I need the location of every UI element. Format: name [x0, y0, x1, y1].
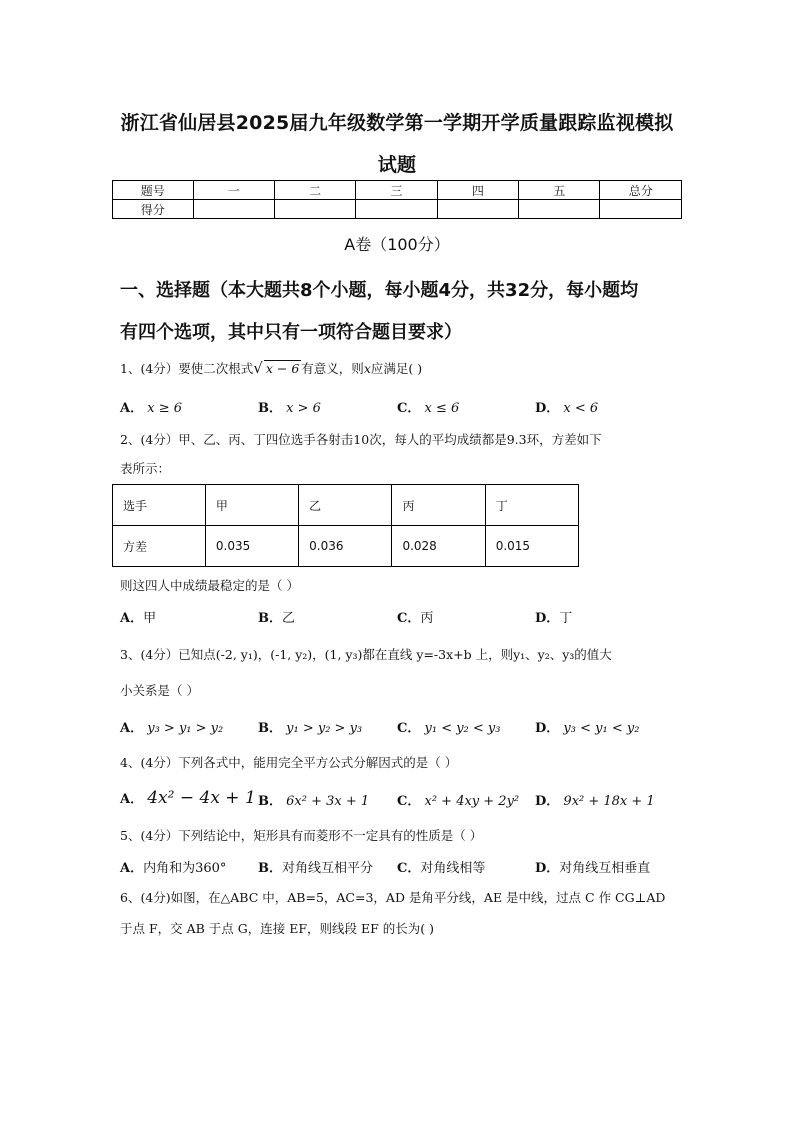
- question-2-stem-line2: 表所示：: [120, 461, 171, 476]
- option-text: 9x² + 18x + 1: [563, 794, 655, 809]
- option-text: 对角线相等: [420, 861, 486, 876]
- q1-option-a: [120, 397, 182, 416]
- q5-option-d: [535, 857, 650, 876]
- question-4-stem: 4、(4分）下列各式中，能用完全平方公式分解因式的是（ ）: [120, 755, 458, 770]
- option-label: C．: [397, 401, 421, 416]
- variance-cell: 方差: [113, 526, 206, 567]
- q1-option-b: [258, 397, 321, 416]
- score-cell: [519, 200, 600, 219]
- option-label: B．: [258, 721, 282, 736]
- q1-text-post: 应满足( ): [370, 361, 423, 376]
- option-text: 4x² − 4x + 1: [147, 788, 256, 808]
- variance-cell: 甲: [205, 485, 298, 526]
- section-heading-line2: 有四个选项，其中只有一项符合题目要求）: [120, 322, 462, 343]
- option-label: A．: [120, 611, 144, 626]
- score-header-cell: 三: [356, 181, 437, 200]
- variance-cell: 0.015: [485, 526, 578, 567]
- score-table-score-row: [113, 200, 682, 219]
- option-label: A．: [120, 861, 144, 876]
- option-text: x ≥ 6: [147, 401, 182, 416]
- volume-label: A卷（100分）: [344, 235, 450, 254]
- q5-option-c: [397, 857, 485, 876]
- q2-option-d: [535, 607, 572, 626]
- option-text: y₁ < y₂ < y₃: [424, 721, 501, 736]
- question-3-stem-line1: 3、(4分）已知点(-2, y₁)，(-1, y₂)，(1, y₃)都在直线 y=-3x+b 上，则y₁、y₂、y₃的值大: [120, 647, 612, 662]
- option-text: 内角和为360°: [143, 861, 227, 876]
- radical-sign-icon: √: [253, 359, 263, 377]
- variance-cell: 0.036: [299, 526, 392, 567]
- question-3-stem-line2: 小关系是（ ）: [120, 683, 199, 698]
- section-heading-line1: 一、选择题（本大题共8个小题，每小题4分，共32分，每小题均: [120, 280, 639, 301]
- q1-text-mid: 有意义，则: [301, 361, 364, 376]
- option-label: B．: [258, 401, 282, 416]
- option-text: 丙: [420, 611, 434, 626]
- variance-table: [112, 484, 579, 567]
- option-text: 丁: [559, 611, 573, 626]
- option-label: D．: [535, 794, 560, 809]
- option-text: 乙: [282, 611, 296, 626]
- variance-cell: 0.035: [205, 526, 298, 567]
- q3-option-a: [120, 717, 223, 736]
- option-label: D．: [535, 611, 560, 626]
- q1-text-pre: 1、(4分）要使二次根式: [120, 361, 254, 376]
- score-cell: [437, 200, 518, 219]
- score-table: [112, 180, 682, 219]
- option-text: x ≤ 6: [424, 401, 460, 416]
- question-6-stem-line1: 6、(4分)如图，在△ABC 中，AB=5，AC=3，AD 是角平分线，AE 是中线，过点 C 作 CG⊥AD: [120, 890, 666, 905]
- score-row-label: 得分: [113, 200, 194, 219]
- score-cell: [274, 200, 355, 219]
- page-title-line1: 浙江省仙居县2025届九年级数学第一学期开学质量跟踪监视模拟: [120, 112, 674, 134]
- q1-option-d: [535, 397, 598, 416]
- variance-cell: 0.028: [392, 526, 485, 567]
- option-label: D．: [535, 721, 560, 736]
- option-label: C．: [397, 861, 421, 876]
- score-cell: [193, 200, 274, 219]
- option-text: y₁ > y₂ > y₃: [286, 721, 363, 736]
- option-text: 6x² + 3x + 1: [286, 794, 370, 809]
- variance-table-row: [113, 485, 579, 526]
- option-label: D．: [535, 401, 560, 416]
- score-header-cell: 二: [274, 181, 355, 200]
- q3-option-d: [535, 717, 639, 736]
- question-2-stem-line1: 2、(4分）甲、乙、丙、丁四位选手各射击10次，每人的平均成绩都是9.3环，方差如下: [120, 432, 602, 447]
- variance-cell: 丁: [485, 485, 578, 526]
- option-text: 对角线互相垂直: [559, 861, 651, 876]
- option-text: y₃ > y₁ > y₂: [147, 721, 224, 736]
- q2-option-c: [397, 607, 433, 626]
- question-2-prompt: 则这四人中成绩最稳定的是（ ）: [120, 578, 299, 593]
- option-text: x² + 4xy + 2y²: [424, 794, 520, 809]
- score-header-cell: 四: [437, 181, 518, 200]
- variance-cell: 乙: [299, 485, 392, 526]
- q5-option-b: [258, 857, 373, 876]
- option-text: x < 6: [563, 401, 599, 416]
- q4-option-b: [258, 790, 369, 809]
- question-5-stem: 5、(4分）下列结论中，矩形具有而菱形不一定具有的性质是（ ）: [120, 828, 483, 843]
- option-label: C．: [397, 611, 421, 626]
- option-label: A．: [120, 721, 144, 736]
- option-text: 对角线互相平分: [282, 861, 374, 876]
- page-title-line2: 试题: [377, 154, 417, 176]
- q4-option-c: [397, 790, 519, 809]
- option-label: D．: [535, 861, 560, 876]
- variance-table-row: [113, 526, 579, 567]
- q4-option-d: [535, 790, 655, 809]
- q1-option-c: [397, 397, 459, 416]
- score-header-cell: 一: [193, 181, 274, 200]
- q2-option-b: [258, 607, 295, 626]
- option-text: x > 6: [286, 401, 321, 416]
- score-cell: [356, 200, 437, 219]
- q1-variable: x: [363, 361, 371, 376]
- option-label: C．: [397, 721, 421, 736]
- q1-radicand: x − 6: [265, 361, 300, 376]
- question-6-stem-line2: 于点 F，交 AB 于点 G，连接 EF，则线段 EF 的长为( ): [120, 921, 435, 936]
- score-cell: [600, 200, 682, 219]
- option-label: B．: [258, 861, 282, 876]
- variance-cell: 丙: [392, 485, 485, 526]
- q3-option-c: [397, 717, 500, 736]
- option-label: A．: [120, 792, 144, 807]
- q3-option-b: [258, 717, 362, 736]
- option-text: 甲: [143, 611, 157, 626]
- score-table-header-row: [113, 181, 682, 200]
- option-label: A．: [120, 401, 144, 416]
- variance-cell: 选手: [113, 485, 206, 526]
- q4-option-a: [120, 788, 256, 808]
- option-label: B．: [258, 794, 282, 809]
- q2-option-a: [120, 607, 156, 626]
- score-header-cell: 题号: [113, 181, 194, 200]
- q5-option-a: [120, 857, 226, 876]
- option-label: C．: [397, 794, 421, 809]
- score-header-cell: 五: [519, 181, 600, 200]
- question-1-stem: [120, 359, 422, 377]
- option-text: y₃ < y₁ < y₂: [563, 721, 640, 736]
- score-header-cell: 总分: [600, 181, 682, 200]
- option-label: B．: [258, 611, 282, 626]
